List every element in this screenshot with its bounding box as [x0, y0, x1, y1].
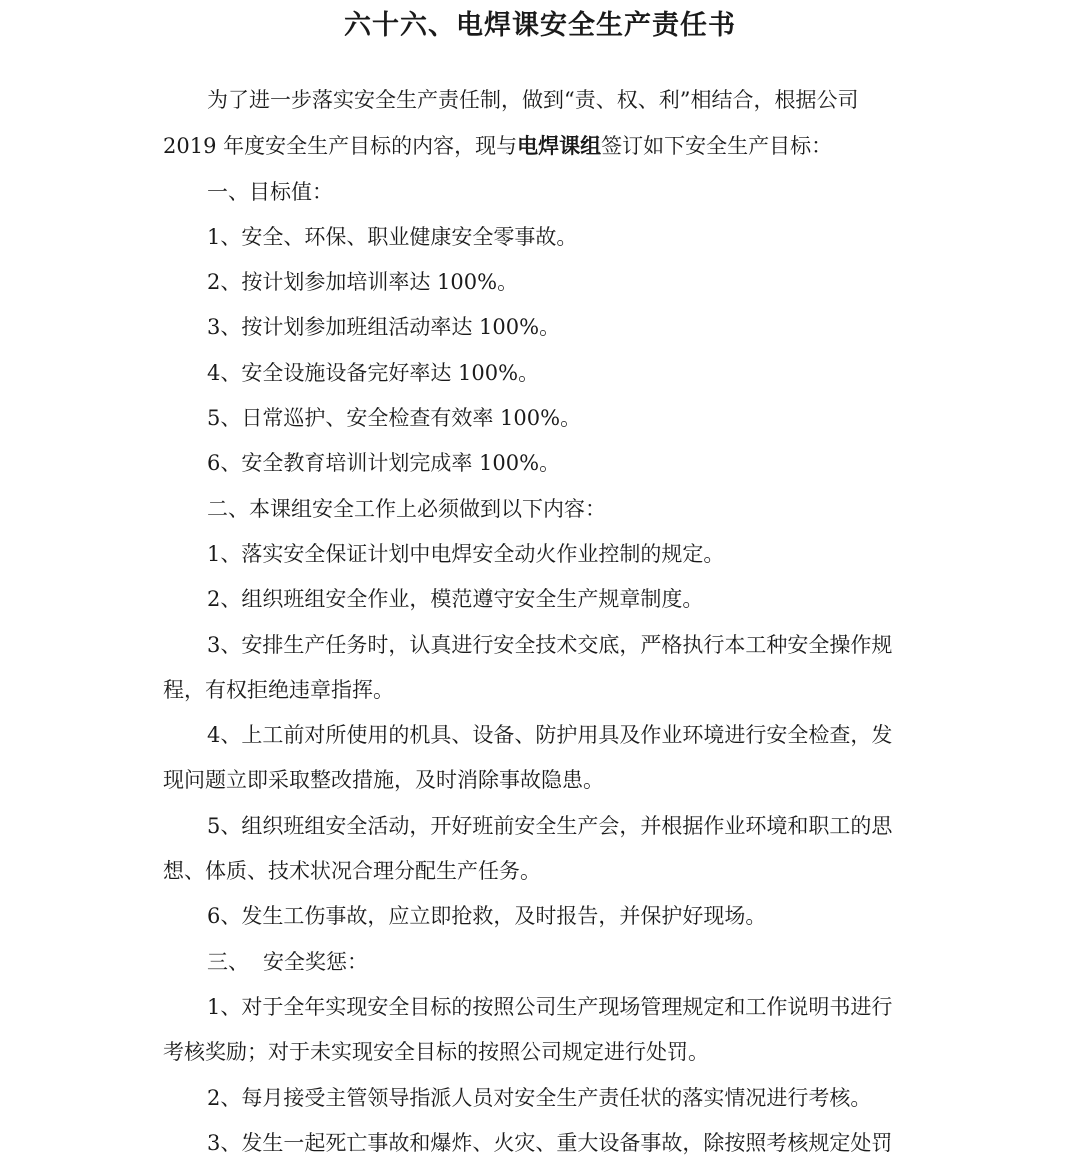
- item-continuation: 考核奖励；对于未实现安全目标的按照公司规定进行处罚。: [163, 1040, 709, 1065]
- intro-line-2: [163, 123, 923, 169]
- intro-paragraph: [163, 78, 923, 170]
- section-1-heading: 一、目标值：: [207, 179, 333, 204]
- team-name: 电焊课组: [517, 133, 602, 159]
- document-body: [163, 78, 923, 1166]
- section-2-item: [163, 577, 923, 622]
- section-1-item: 1、安全、环保、职业健康安全零事故。: [207, 224, 578, 249]
- item-line: 5、组织班组安全活动，开好班前安全生产会，并根据作业环境和职工的思: [207, 813, 893, 838]
- section-2-heading: 二、本课组安全工作上必须做到以下内容：: [207, 496, 606, 521]
- section-2-item: [163, 623, 923, 714]
- document-title: 六十六、电焊课安全生产责任书: [344, 10, 736, 41]
- section-3-item: [163, 985, 923, 1076]
- section-2-item: [163, 713, 923, 804]
- section-3-heading: [163, 940, 923, 985]
- section-2-item: [163, 532, 923, 577]
- item-line: 1、对于全年实现安全目标的按照公司生产现场管理规定和工作说明书进行: [207, 994, 893, 1019]
- section-1-item: 5、日常巡护、安全检查有效率 100%。: [207, 406, 582, 431]
- section-2-item: [163, 804, 923, 895]
- item-line: 6、发生工伤事故，应立即抢救，及时报告，并保护好现场。: [207, 904, 767, 929]
- item-line: 2、组织班组安全作业，模范遵守安全生产规章制度。: [207, 587, 704, 612]
- item-continuation: 想、体质、技术状况合理分配生产任务。: [163, 859, 541, 884]
- item-line: 1、落实安全保证计划中电焊安全动火作业控制的规定。: [207, 541, 725, 566]
- item-continuation: 程，有权拒绝违章指挥。: [163, 677, 394, 702]
- section-3-item: [163, 1121, 923, 1166]
- section-1-item: 2、按计划参加培训率达 100%。: [207, 270, 519, 295]
- item-continuation: 现问题立即采取整改措施，及时消除事故隐患。: [163, 768, 604, 793]
- section-3-title: 安全奖惩：: [263, 949, 368, 974]
- item-line: 3、发生一起死亡事故和爆炸、火灾、重大设备事故，除按照考核规定处罚: [207, 1130, 893, 1155]
- intro-line-2-end: 签订如下安全生产目标：: [601, 134, 833, 159]
- section-1-item: 6、安全教育培训计划完成率 100%。: [207, 451, 561, 476]
- item-line: 3、安排生产任务时，认真进行安全技术交底，严格执行本工种安全操作规: [207, 632, 893, 657]
- section-1-item: 4、安全设施设备完好率达 100%。: [207, 360, 540, 385]
- intro-line-1: 为了进一步落实安全生产责任制，做到“责、权、利”相结合，根据公司: [207, 88, 859, 112]
- section-2-item: [163, 894, 923, 939]
- section-3-item: [163, 1076, 923, 1121]
- section-3-number: 三、: [207, 949, 249, 974]
- item-line: 4、上工前对所使用的机具、设备、防护用具及作业环境进行安全检查，发: [207, 723, 893, 748]
- intro-line-2-start: 2019 年度安全生产目标的内容，现与: [163, 134, 518, 159]
- section-1-item: 3、按计划参加班组活动率达 100%。: [207, 315, 561, 340]
- item-line: 2、每月接受主管领导指派人员对安全生产责任状的落实情况进行考核。: [207, 1085, 872, 1110]
